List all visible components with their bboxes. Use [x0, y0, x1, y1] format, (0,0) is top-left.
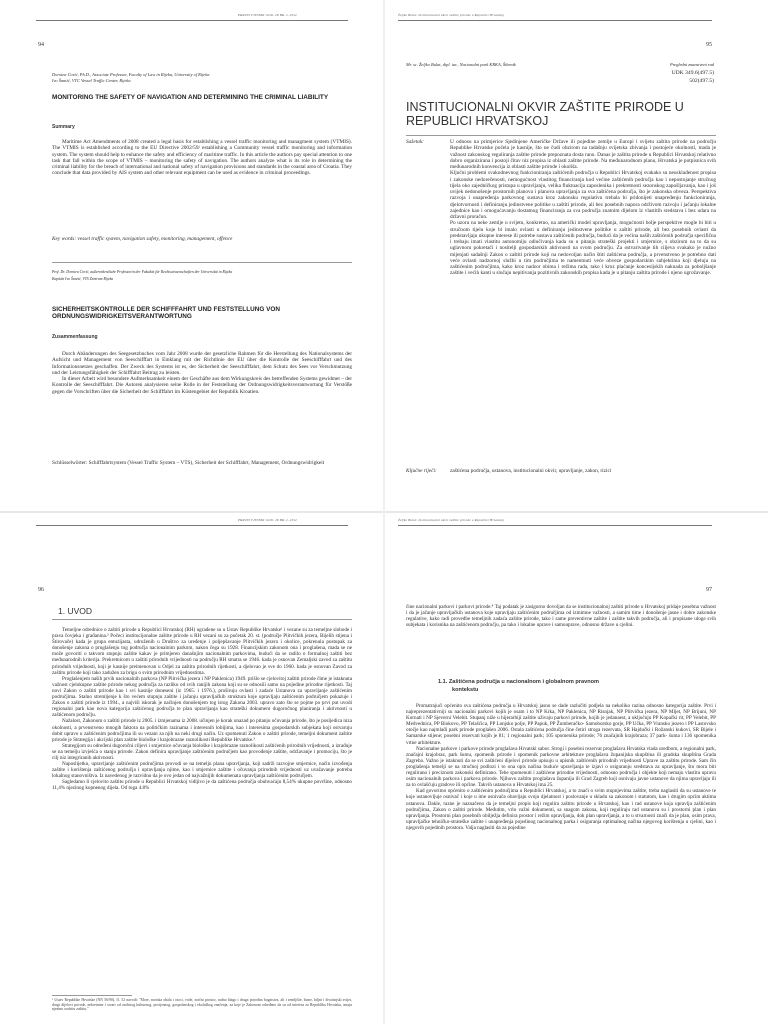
paragraph: Proglašenjem naših prvih nacionalnih parkova (NP Plitvička jezera i NP Paklenica) 1949. prišlo se cjelovitoj zaštiti prirode čime je istaknuta važnost cjelokupne zaštite prirode nekog područja za razliku od svih ranijih zakona koji su se odnosili samo na pojedine prirodne rijetkosti. Taj novi Zakon o zaštiti prirode kao i svi kasnije doneseni (iz 1965. i 1976.), proširuju ovlasti i zadaće Ustanova za upravljanje zaštićenim područjima. Stalno stremljenje k što većem stupnju zaštite i jačanju upravljačkih struktura koje upravljaju zaštićenim područjem pokazuje i Zakon o zaštiti prirode iz 1994., a najviši iskorak je načinjen donošenjem tog istog Zakona 2003. upravo zato što se pojme po prvi put uvodi regionalni park kao nova kategorija zaštićenog područja te plan upravljanja kao strateški dokument dugoročnog planiranja i aktivnosti u zaštićenom području.	[52, 675, 352, 719]
paragraph: Durch Abänderungen des Seegesetzbuches vom Jahr 2008 wurde der gesetzliche Rahmen für die Herstellung des Nationalsystems der Aufsicht und Management von Seeschifffart in Einklang mit der Richtlinie der EU über die Kontrolle der Seeschifffahrt und des Informationsnetzes geschaffen. Der Zweck des Systems ist es, der Sicherheit der Seeschifffahrt, dem Schutz des Sees vor Verschmutzung und der Leistungsfähigkeit der Schifffahrt Beitrag zu leisten.	[52, 351, 352, 376]
section-title: 1.1. Zaštićena područja u nacionalnom i globalnom pravnom	[438, 679, 600, 685]
running-head: Željko Bulat: Institucionalni okvir zaštite prirode u Republici Hrvatskoj	[398, 13, 505, 17]
page-number: 96	[38, 587, 44, 593]
footnote	[52, 998, 352, 1012]
paragraph: Po uzoru na neke zemlje u svijetu, konkretno, na američki model upravljanja, mogućnosti bolje perspektive mogle bi biti u stručnom tijelu koje bi imalo ovlasti u definiranju jedinstvene politike u zaštiti prirode, ali bez posebnih ovlasti da predstavljaju ukupne interese ili potrebe sustava zaštićenih područja, budući da je većina naših zaštićenih područja specifična i trebaju imati vlastitu autonomiju odlučivanja kada su u pitanju strateški projekti i smjernice, s obzirom na to da su uglavnom pokretači i nositelji gospodarskih aktivnosti na svom području. Za ostvarivanje tih ciljeva svakako je nužno mijenjati sadašnji Zakon o zaštiti prirode koji na nedovoljan način štiti zaštićena područja, a prvenstveno je potrebno dati veće ovlasti nadzornoj službi u tim područjima te namentnuti veće obveze gospodarskim subjektima koji djeluju na zaštićenim područjima, kako kroz nadzor obima i režima rada, tako i kroz plaćanje koncesijskih naknada za pobolјšanje zaštite i većih kanti u slučaju nepitivanja pozitivnih zakonskih propisa kada je u pitanju zaštita prirode i njeno ugrožavanje.	[450, 220, 716, 277]
page-number: 97	[706, 587, 712, 593]
running-head: Željko Bulat: Institucionalni okvir zaštite prirode u Republici Hrvatskoj	[398, 518, 505, 522]
body-text	[406, 703, 716, 831]
summary-heading: Zusammenfassung	[52, 334, 98, 340]
page-94	[0, 0, 384, 512]
divider	[406, 135, 716, 136]
abstract-body	[450, 139, 716, 277]
body-text	[52, 627, 352, 792]
keywords: Key words: vessel traffic system, navigation safety, monitoring, management, offence	[52, 236, 233, 242]
author-line: Dorotea Ćorić, Ph.D., Associate Professor, Faculty of Law in Rijeka, University of Rijeka	[52, 72, 210, 77]
divider	[52, 619, 352, 620]
abstract-label: Sažetak:	[406, 139, 424, 145]
paragraph: Promatrajući općenito sva zaštićena područja u Hrvatskoj jasno se dade razlučiti podjela na nekoliko razina odnosno kategorija zaštite. Prvi i najreprezentativniji su nacionalni parkovi kojih je osam i to NP Krka, NP Paklenica, NP Risnjak, NP Plitvička jezera, NP Mljet, NP Brijuni, NP Kornati i NP Sjeverni Velebit. Stupanj niže u hijerarhiji zaštite uživaju parkovi prirode, kojih je jedanaest, a uključuju PP Kopački rit, PP Velebit, PP Medvednica, PP Biokovo, PP Telašćica, PP Lonjsko polje, PP Papuk, PP Žumberačko- Samoborsko gorje, PP Učka, PP Vransko jezero i PP Lastovsko otočje kao najmlađi park prirode proglašen 2006. Ostala zaštićena područja čine četiri stroga rezervata, SR Hajdučki i Rožanski kukovi, SR Bijele i Samarske stijene; posebni rezervati kojih je 81; 1 regionalni park; 105 spomenika prirode; 76 značajnih krajobraza; 37 park- šuma i 136 spomenika vrtne arhitekture.	[406, 703, 716, 746]
header-rule	[398, 20, 712, 21]
paragraph: Ključni problemi svakodnevnog funkcioniranja zaštićenih područja u Republici Hrvatskoj svakako su neusklađenost propisa i zakonske nedorečenosti, nemogućnost vlastitog financiranja kod većine zaštićenih područja kao i nepostojanje stručnog tijela oko zajedničkog pristupa u upravljanju, velika fluktuacija zaposlenika i prekretnosti sezonskog zapošljavanja, kao i još uvijek nedonošenje prostornih planova i planova upravljanja za sva zaštićena područja, što je zakonska obveza. Perspektiva razvoja i unapređenja parkovnog sustava kroz zakonsku regulativu trebala bi pridonijeti unapređenju funkcioniranja, djelotvornosti i definiranju jedinstvene politike u zaštiti prirode, ali bez posebnih napora održivom razvoju i jačanju lokalne zajednice kao i omogućavanju dostatnog financiranja za sva područja znatnim dijelom iz vlastitih sredstava i bez udara na državni proračun.	[450, 170, 716, 220]
article-title-de: SICHERHEITSKONTROLLE DER SCHIFFFAHRT UND FESTSTELLUNG VON ORDNUNGSWIDRIGKEITSVERANTWORTUNG	[52, 306, 280, 321]
summary-body-de	[52, 351, 352, 395]
page-number: 95	[706, 42, 712, 48]
footnote-rule	[52, 995, 132, 996]
udk-code: 502(497.5)	[689, 78, 714, 84]
paragraph: Kad govorimo općenito o zaštićenim područjima u Republici Hrvatskoj, a to znači o svim stupnjevima zaštite, treba naglasiti da su ustanove te koje ustanovljuje osnivač i koje u ime osnivača obavljaju svoju djelatnost i poslovanje u skladu sa zakonom i statutom, kao i drugim općim aktima ustanova. Dakle, razne je naznačeno da je temeljni propis koji regulira zaštitu prirode u Hrvatskoj, kao i rad ustanove koja upravlja zaštićenim područjima, Zakon o zaštiti prirode. Međutim, vrlo važni dokumenti, sa snagom zakona, koji reguliraju rad ustanova su i prostorni plan i plan upravljanja. Prostorni plan posebnih obilježja definira prostor i režim upravljanja, dok plan upravljanja, a to u stvarnosti znači da je plan, osim prava, upravljačke tehničko-strateške zaštite i unapređenja pojedinog nacionalnog parka i osiguranja optimalnog načina njegovog korištenja u cjelini, kao i njegovih pojedinih prostora. Valja naglasiti da za pojedine	[406, 788, 716, 831]
paragraph: Sagledamo li cjelovito zaštitu prirode u Republici Hrvatskoj vidljivo je da zaštićena područja obuhvaćaju 8,54% ukupne površine, odnosno 11,4% njezinog kopnenog dijela. Od toga 4.8%	[52, 779, 352, 792]
paragraph: Maritime Act Amendments of 2008 created a legal basis for establishing a vessel traffic monitoring and managment system (VTMIS). The VTMIS is established according to the EU Directive 2002/59/ establishing a Community vessel traffic monitoring and information system. The system should help to enhance the safety and efficiency of maritime traffic. In this article the authors pay special attention to one task that fall within the scope of VTMIS – monitoring the safety of navigation. The authors analyze what is its role in determining the criminal liability for the breach of international and national safety of navigation provisions and standards in the coastal area of Croatia. They conclude that data provided by AIS system and other relevant equipment can be used as evidence in criminal proceedings.	[52, 139, 352, 177]
page-96	[0, 512, 384, 1024]
page-number: 94	[38, 42, 44, 48]
keywords-de: Schlüsselwörter: Schifffahrtsystem (Vessel Traffic System – VTS), Sicherheit der Schifffahrt, Management, Ordnungswidrigkeit	[52, 460, 325, 466]
body-text	[406, 604, 716, 628]
running-head: PRAVNI VJESNIK GOD. 28 BR. 2, 2012	[238, 13, 297, 17]
footnote-text: ¹ Ustav Republike Hrvatske (NN 56/90), čl. 52 navodi: "More, morska obala i otoci, vode, zračni prostor, rudno blago i druga prirodna bogatstva, ali i zemljište, šume, biljni i životinjski svijet, drugi dijelovi prirode, nekretnine i stvari od osobitog kulturnog, povijesnog, gospodarskog i ekološkog značenja, za koje je Zakonom određeno da su od interesa za Republiku Hrvatsku, imaju njezinu osobitu zaštitu."	[52, 998, 352, 1012]
author-line: Kapitän Ivo Šantić, VTS Zentrum Rijeka	[52, 277, 114, 281]
header-rule	[36, 525, 348, 526]
keywords-label: Ključne riječi:	[406, 468, 437, 474]
paper-type: Pregledni znanstveni rad	[670, 62, 714, 67]
article-title: INSTITUCIONALNI OKVIR ZAŠTITE PRIRODE U REPUBLICI HRVATSKOJ	[406, 100, 684, 128]
page-95	[384, 0, 768, 512]
header-rule	[398, 525, 712, 526]
section-title: 1. UVOD	[58, 606, 93, 616]
paragraph: Nacionalne parkove i parkove prirode proglašava Hrvatski sabor. Strogi i posebni rezervat proglašava Hrvatska vlada uredbom, a regionalni park, značajni krajobraz, park šumu, spomenik prirode i spomenik parkovne arhitekture proglašava županijska skupština ili gradska skupština Grada Zagreba. Važno je istaknuti da se svi zaštićeni dijelovi prirode upisuju u upisnik zaštićenih prirodnih vrijednosti Uprave za zaštitu prirode. Sam čin proglašenja temelji se na stručnoj podlozi i to ona opis načina buduće upravljanja te izjavi o osiguranju sredstava za upravljanje, što mora biti regulirano i preciznom zakonski definirano. Tebe spomenuti i zaštićene prirodne vrijednosti, odnosno područja i objekte koji nemaju vlastitu upravu osim nacionalnih parkova i parkova prirode. Njihovo zaštitu proglašava županija ili Grad Zagreb koji osnivaju javne ustanove da njima upravljaju ili za to ovlašćuju gradove ili općine. Takvih ustanova u Hrvatskoj ima 25.	[406, 745, 716, 789]
section-title-cont: kontekstu	[452, 687, 479, 693]
running-head: PRAVNI VJESNIK GOD. 28 BR. 2, 2012	[238, 518, 297, 522]
author-line: Mr. sc. Željko Bulat, dipl. iur., Nacionalni park KRKA, Šibenik	[406, 62, 516, 67]
divider	[52, 262, 352, 263]
paragraph: Strategijom su određeni dugoročni ciljevi i smjernice očuvanja biološke i krajobrazne raznolikosti zaštićenih prirodnih vrijednosti, a izrađuje se na temelju izvješća o stanju prirode. Zakon definira upravljanje zaštićenim područjem kao provođenje zaštite, održavanje i promociju, što je cilj niz integriranih aktivnosti.	[52, 742, 352, 761]
summary-heading: Summary	[52, 124, 75, 130]
paragraph: Temeljne odrednice o zaštiti prirode u Republici Hrvatskoj (RH) ugrađene su u Ustav Republike Hrvatske¹ i vezane su za temeljne slobode i prava čovjeka i građanina.² Počeci institucijonalne zaštite prirode u RH vezani su za početak 20. st. (područje Plitvičkih jezera, Bijelih stijena i Štirovače) kada je grupa entuzijasta, udruženih u Društvo za uređenje i poljepšavanje Plitvičkih jezera i okolice, pokrenula postupak za donošenje zakona o proglašenju tog područja nacionalnim parkom, nakon čega su 1928. Financijskim zakonom ona i proglašena, mada se ne može govoriti o takvom stupnju zaštite kakav je primjeren današnjim nacionalnim parkovima, budući da se radilo o formalnoj zaštiti bez međunarodnih kriterija. Prekretnicom u zaštiti prirodnih vrijednosti na području RH smatra se 1946. kada je osnovan Zemaljski zavod za zaštitu prirodnih vrijednosti, koji je kasnije preimenovan u Odjel za zaštitu prirodnih rijetkosti, a djelovao je sve do 1960. kada je osnovan Zavod za zaštitu prirode koji tako zadužen za brigu o svim prirodnim vrijednostima.	[52, 627, 352, 676]
header-rule	[36, 20, 348, 21]
page-97	[384, 512, 768, 1024]
paragraph: U odnosu na primjerice Sjedinjene Američke Države ili pojedine zemlje u Europi i svijetu zaštita prirode na području Republike Hrvatske počela je kasnije, što ne čudi obzirom na tadašnju svijetska zbivanja i postojeće okolnosti, mada je važnost zakonskog reguliranja zaštite prirode prepoznata dosta rano. Danas je zaštita prirode u Republici Hrvatskoj relativno dobro organizirana i postoji čitav niz propisa iz oblasti zaštite prirode. Na međunarodnom planu, Hrvatska je potpisnica svih međunarodnih konvencija iz oblasti zaštite prirode i okoliša.	[450, 139, 716, 170]
paragraph: In dieser Arbeit wird besondere Aufmerksamkeit einem der Geschäfte aus dem Wirkungskreis des betreffenden Systems gewidmet – der Kontrolle der Seeschifffahrt. Die Autoren analysieren seine Rolle in der Feststellung der Ordnungswidrigkeitsverantwortung für Verstöße gegen die Vorschriften über die Sicherheit der Schifffahrt im Küstengebiet der Republik Kroatien.	[52, 376, 352, 395]
author-line: Prof. Dr. Dorotea Ćorić, außerordentliche Professorin der Fakultät für Rechtswissenschaften der Universität in Rijeka	[52, 270, 233, 274]
udk-code: UDK 349.6(497.5)	[671, 70, 714, 76]
article-title-en: MONITORING THE SAFETY OF NAVIGATION AND DETERMINING THE CRIMINAL LIABILITY	[52, 94, 329, 101]
paragraph: čine nacionalni parkovi i parkovi prirode.⁴ Taj podatak je zasigurno dovoljan da se institucionalnoj zaštiti prirode u Hrvatskoj pridaje posebna važnost i da je jačanje upravljačkih ustanova koje upravljaju zaštićenim područjima od izmimne važnosti, a samim time i donošenje jasne i dobre zakonske regulative, kako radi provedbe temeljnih zadaća zaštite prirode, tako i same preventivne zaštite i zaštite takvih područja, ali i propisane uloge svih subjekata i korisnika na zaštićenom području, pa tako i lokalne uprave i samouprave, odnosno države u cjelini.	[406, 604, 716, 629]
keywords: zaštićena područja, ustanova, institucionalni okvir, upravljanje, zakon, rizici	[450, 468, 612, 474]
paragraph: Naposlijetku, upravljanje zaštićenim područjima provodi se na temelju plana upravljanja, koji sadrži razvojne smjernice, način izvođenja zaštite i korištenja zaštićenog područja i upravljanja njime, kao i smjernice zaštite i očuvanja prirodnih vrijednosti uz uvažavanje potreba lokalnog stanovništva. Iz navedenog je razvidno da je ovo jedan od najvažnijih dokumenata upravljanja zaštićenim područjem.	[52, 761, 352, 780]
summary-body	[52, 139, 352, 177]
author-line: Ivo Šantić, VTC Vessel Traffic Center, Rijeka	[52, 78, 131, 83]
paragraph: Nažalost, Zakonom o zaštiti prirode iz 2005. i izmjenama iz 2008. učinjen je korak unazad po pitanju očuvanja prirode, što je posljedica niza okolnosti, a prvenstveno mnogih faktora na političkim razinama i interesnih lobijima, kao i interesima gospodarskih subjekata koji ostvaruju dobit upravo u zaštićenim područjima ili su vezani za njih na neki drugi način. Uz spomenuti Zakon o zaštiti prirode, temeljni dokument zaštite prirode je Strategija i akcijski plan zaštite biološke i krajobrazne raznolikosti Republike Hrvatske.³	[52, 718, 352, 743]
